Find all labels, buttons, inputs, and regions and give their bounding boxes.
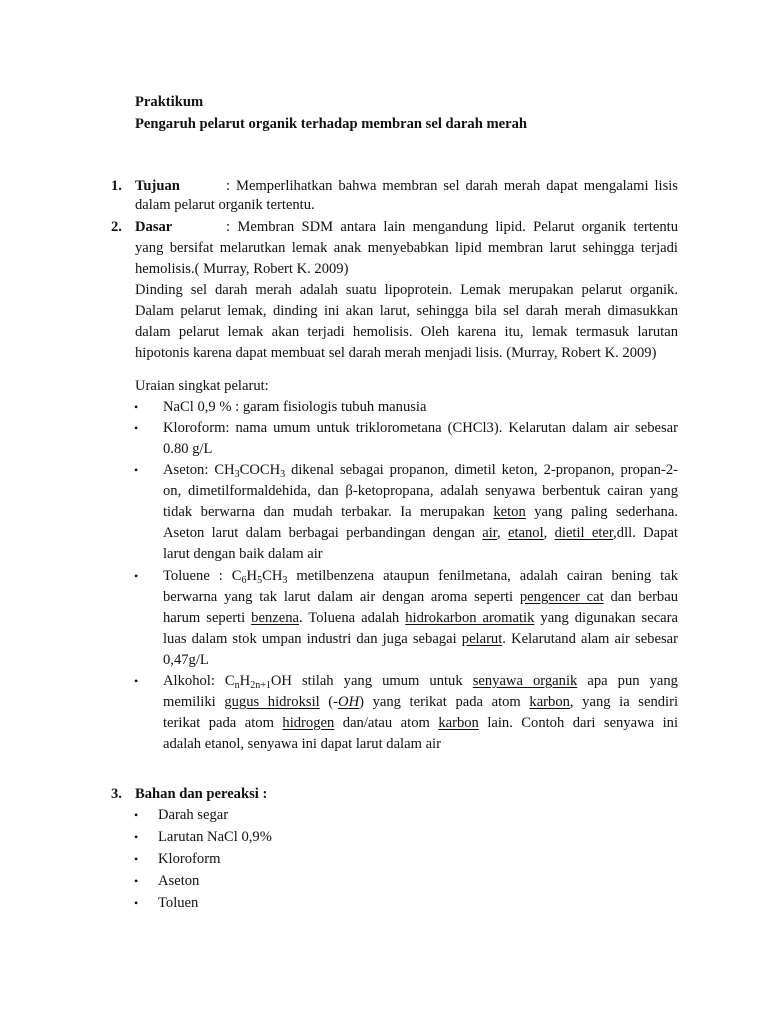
solvent-item: Aseton larut dalam berbagai perbandingan dengan air, etanol, dietil eter,dll. Dapat [163, 525, 678, 541]
link-benzena[interactable]: benzena [251, 610, 299, 626]
section-text: dalam pelarut organik tertentu. [135, 197, 315, 213]
section-label: Dasar [135, 219, 173, 235]
bullet-icon: • [134, 421, 139, 435]
solvent-item: luas dalam stok umpan industri dan juga sebagai pelarut. Kelarutand alam air sebesar [163, 631, 678, 647]
solvent-item: terikat pada atom hidrogen dan/atau atom karbon lain. Contoh dari senyawa ini [163, 715, 678, 731]
solvent-item: adalah etanol, senyawa ini dapat larut dalam air [163, 736, 441, 752]
solvent-item: on, dimetilformaldehida, dan β-ketopropana, adalah senyawa berbentuk cairan yang [163, 483, 678, 499]
bullet-icon: • [134, 808, 139, 822]
bullet-icon: • [134, 830, 139, 844]
section-number: 2. [111, 219, 122, 235]
paragraph-line: hipotonis karena dapat membuat sel darah merah menjadi lisis. (Murray, Robert K. 2009) [135, 345, 657, 361]
link-hidrogen[interactable]: hidrogen [282, 715, 335, 731]
link-oh[interactable]: OH [338, 694, 360, 710]
solvent-item: Aseton: $CH_3COCH_3$ dikenal sebagai propanon, dimetil keton, 2-propanon, propan-2- [163, 462, 678, 480]
link-dietil-eter[interactable]: dietil eter [554, 525, 614, 541]
uraian-heading: Uraian singkat pelarut: [135, 378, 269, 394]
paragraph-line: dalam pelarut lemak akan terjadi hemolisis. Oleh karena itu, lemak termasuk larutan [135, 324, 678, 340]
section-number: 3. [111, 786, 122, 802]
link-pelarut[interactable]: pelarut [461, 631, 503, 647]
section-label: Tujuan [135, 178, 180, 194]
solvent-item: larut dengan baik dalam air [163, 546, 323, 562]
bullet-icon: • [134, 463, 139, 477]
link-keton[interactable]: keton [493, 504, 526, 520]
link-hidrokarbon-aromatik[interactable]: hidrokarbon aromatik [405, 610, 535, 626]
document-title: Praktikum [135, 94, 204, 110]
solvent-item: memiliki gugus hidroksil (-OH) yang terikat pada atom karbon, yang ia sendiri [163, 694, 678, 710]
material-item: Kloroform [158, 851, 221, 867]
bullet-icon: • [134, 569, 139, 583]
solvent-item: 0,47g/L [163, 652, 209, 668]
paragraph-line: Dalam pelarut lemak, dinding ini akan larut, sehingga bila sel darah merah dimasukkan [135, 303, 678, 319]
solvent-item: Kloroform: nama umum untuk triklorometana (CHCl3). Kelarutan dalam air sebesar [163, 420, 678, 436]
solvent-item: harum seperti benzena. Toluena adalah hidrokarbon aromatik yang digunakan secara [163, 610, 678, 626]
section-label: Bahan dan pereaksi : [135, 786, 268, 802]
material-item: Aseton [158, 873, 200, 889]
bullet-icon: • [134, 874, 139, 888]
link-karbon[interactable]: karbon [438, 715, 479, 731]
section-number: 1. [111, 178, 122, 194]
link-air[interactable]: air [482, 525, 498, 541]
link-pengencer-cat[interactable]: pengencer cat [519, 589, 604, 605]
solvent-item: 0.80 g/L [163, 441, 213, 457]
bullet-icon: • [134, 852, 139, 866]
bullet-icon: • [134, 674, 139, 688]
link-gugus-hidroksil[interactable]: gugus hidroksil [224, 694, 320, 710]
section-text: : Membran SDM antara lain mengandung lipid. Pelarut organik tertentu [226, 219, 678, 235]
material-item: Toluen [158, 895, 199, 911]
solvent-item: Toluene : $C_6H_5CH_3$ metilbenzena ataupun fenilmetana, adalah cairan bening tak [163, 568, 678, 586]
bullet-icon: • [134, 400, 139, 414]
section-text: : Memperlihatkan bahwa membran sel darah merah dapat mengalami lisis [226, 178, 678, 194]
solvent-item: tidak berwarna dan mudah terbakar. Ia merupakan keton yang paling sederhana. [163, 504, 678, 520]
material-item: Darah segar [158, 807, 229, 823]
solvent-item: NaCl 0,9 % : garam fisiologis tubuh manusia [163, 399, 427, 415]
bullet-icon: • [134, 896, 139, 910]
document-subtitle: Pengaruh pelarut organik terhadap membran sel darah merah [135, 116, 528, 132]
paragraph-line: Dinding sel darah merah adalah suatu lipoprotein. Lemak merupakan pelarut organik. [135, 282, 678, 298]
link-karbon[interactable]: karbon [529, 694, 570, 710]
link-etanol[interactable]: etanol [507, 525, 544, 541]
link-senyawa-organik[interactable]: senyawa organik [472, 673, 578, 689]
section-text: hemolisis.( Murray, Robert K. 2009) [135, 261, 349, 277]
section-text: yang bersifat melarutkan lemak anak menyebabkan lipid membran larut sehingga terjadi [135, 240, 678, 256]
material-item: Larutan NaCl 0,9% [158, 829, 272, 845]
solvent-item: Alkohol: $C_nH_{2n+1}OH$ stilah yang umum untuk senyawa organik apa pun yang [163, 673, 678, 691]
solvent-item: berwarna yang tak larut dalam air dengan aroma seperti pengencer cat dan berbau [163, 589, 678, 605]
